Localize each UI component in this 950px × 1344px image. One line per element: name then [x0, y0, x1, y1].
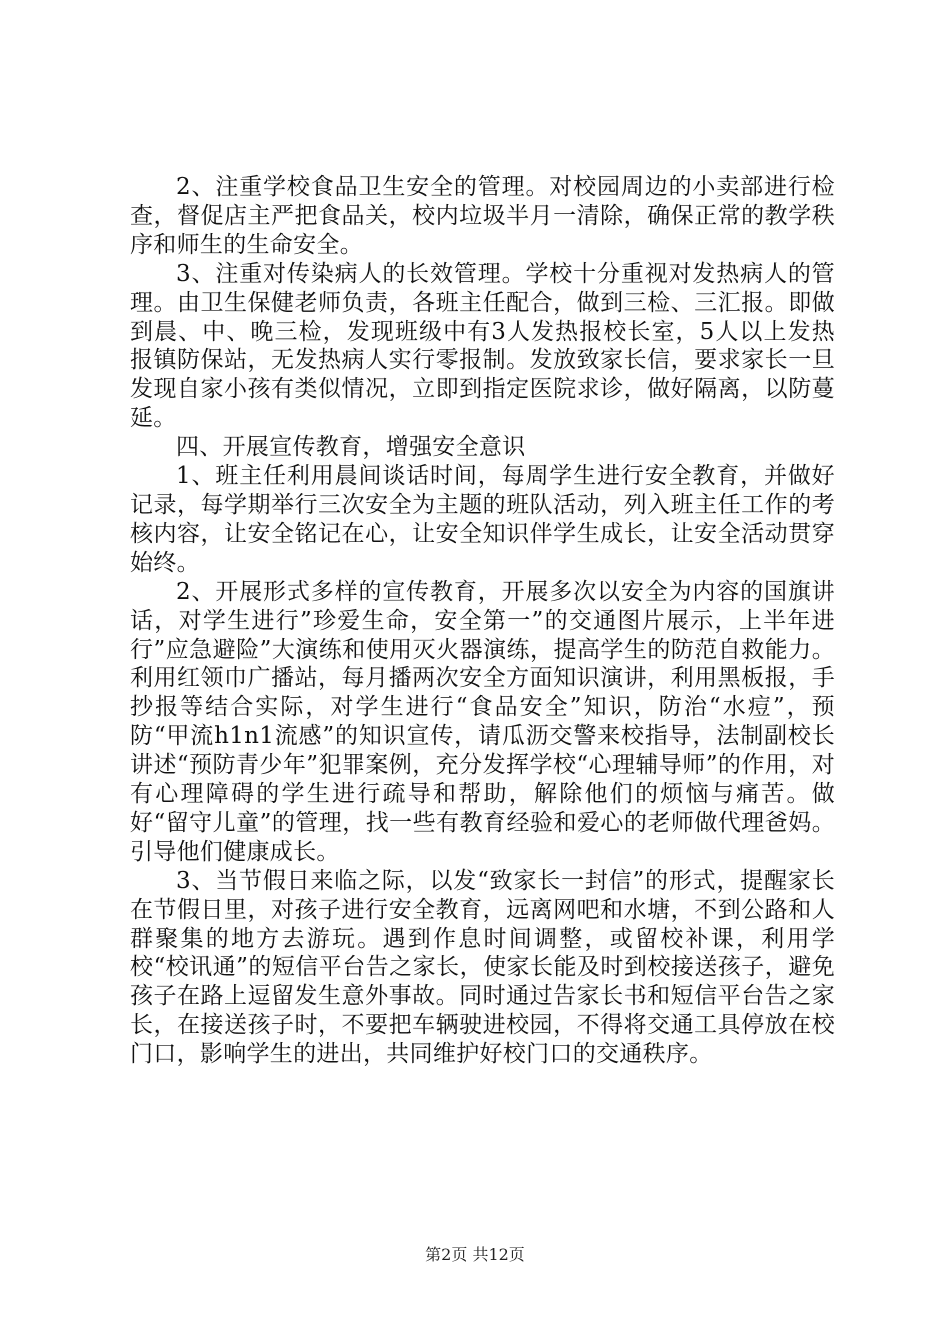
document-body: [130, 173, 835, 1069]
paragraph-infectious-disease: 3、注重对传染病人的长效管理。学校十分重视对发热病人的管理。由卫生保健老师负责，各班主任配合，做到三检、三汇报。即做到晨、中、晚三检，发现班级中有3人发热报校长室，5人以上发热报镇防保站，无发热病人实行零报制。发放致家长信，要求家长一旦发现自家小孩有类似情况，立即到指定医院求诊，做好隔离，以防蔓延。: [130, 260, 835, 432]
paragraph-food-safety: 2、注重学校食品卫生安全的管理。对校园周边的小卖部进行检查，督促店主严把食品关，校内垃圾半月一清除，确保正常的教学秩序和师生的生命安全。: [130, 174, 835, 258]
paragraph-publicity-education: 2、开展形式多样的宣传教育，开展多次以安全为内容的国旗讲话，对学生进行”珍爱生命，安全第一”的交通图片展示，上半年进行”应急避险”大演练和使用灭火器演练，提高学生的防范自救能力。利用红领巾广播站，每月播两次安全方面知识演讲，利用黑板报，手抄报等结合实际，对学生进行“食品安全”知识，防治“水痘”，预防“甲流h1n1流感”的知识宣传，请瓜沥交警来校指导，法制副校长讲述“预防青少年”犯罪案例，充分发挥学校“心理辅导师”的作用，对有心理障碍的学生进行疏导和帮助，解除他们的烦恼与痛苦。做好“留守儿童”的管理，找一些有教育经验和爱心的老师做代理爸妈。引导他们健康成长。: [130, 578, 835, 865]
section-heading-safety-education: 四、开展宣传教育，增强安全意识: [176, 434, 526, 461]
paragraph-class-teacher-education: 1、班主任利用晨间谈话时间，每周学生进行安全教育，并做好记录，每学期举行三次安全为主题的班队活动，列入班主任工作的考核内容，让安全铭记在心，让安全知识伴学生成长，让安全活动贯穿始终。: [130, 463, 835, 576]
page-number-footer: 第2页 共12页: [425, 1245, 525, 1264]
paragraph-holiday-notice: 3、当节假日来临之际，以发“致家长一封信”的形式，提醒家长在节假日里，对孩子进行安全教育，远离网吧和水塘，不到公路和人群聚集的地方去游玩。遇到作息时间调整，或留校补课，利用学校“校讯通”的短信平台告之家长，使家长能及时到校接送孩子，避免孩子在路上逗留发生意外事故。同时通过告家长书和短信平台告之家长，在接送孩子时，不要把车辆驶进校园，不得将交通工具停放在校门口，影响学生的进出，共同维护好校门口的交通秩序。: [130, 867, 835, 1068]
